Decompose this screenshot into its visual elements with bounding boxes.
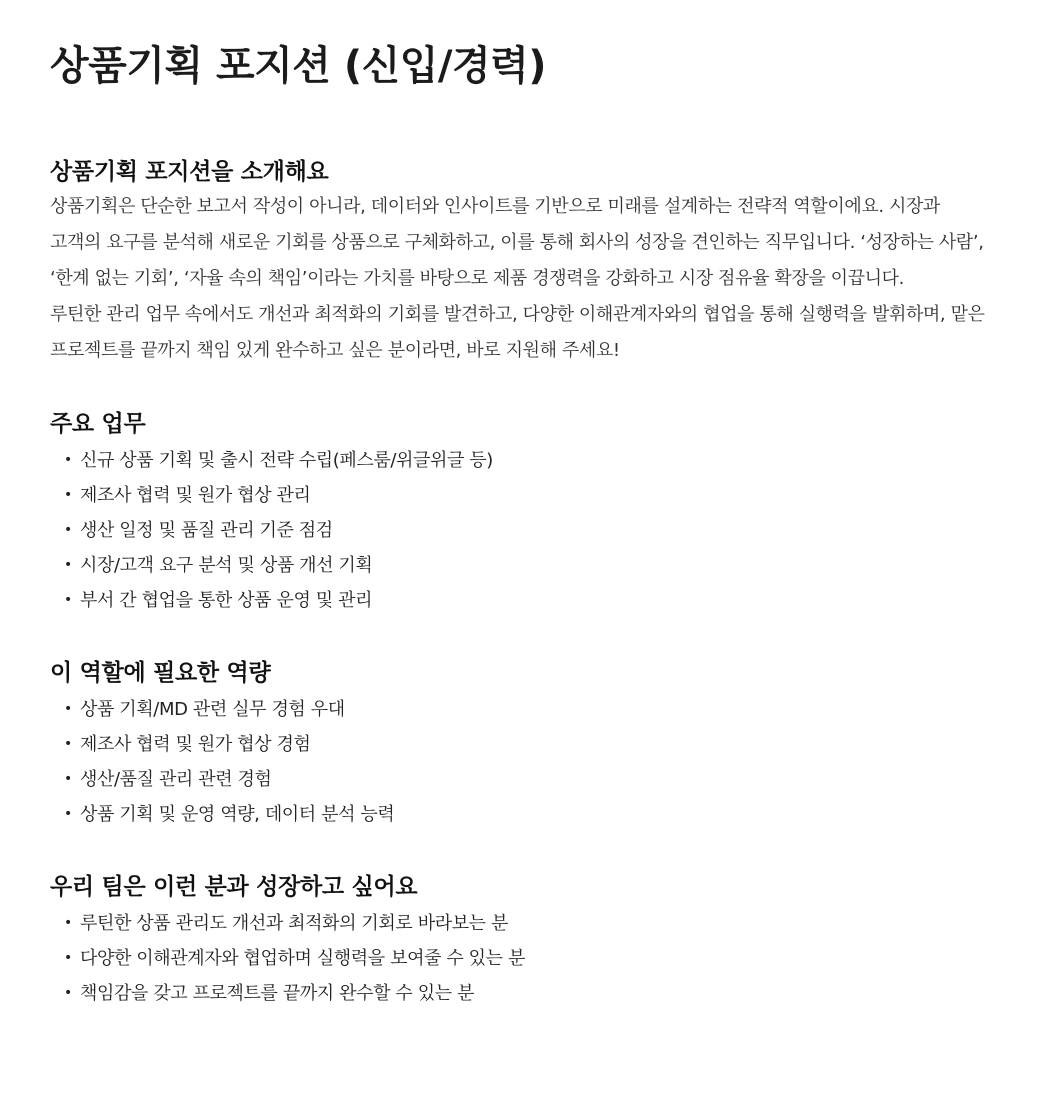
intro-paragraph-1: 상품기획은 단순한 보고서 작성이 아니라, 데이터와 인사이트를 기반으로 미래를 설계하는 전략적 역할이에요. 시장과 고객의 요구를 분석해 새로운 기회를 상품으로 구체화하고, 이를 통해 회사의 성장을 견인하는 직무입니다. ‘성장하는 사람’, ‘한계 없는 기회’, ‘자율 속의 책임’이라는 가치를 바탕으로 제품 경쟁력을 강화하고 시장 점유율 확장을 이끕니다. bbox=[50, 196, 984, 289]
bullet-icon: • bbox=[64, 806, 72, 822]
duties-heading: 주요 업무 bbox=[50, 411, 146, 437]
skills-heading: 이 역할에 필요한 역량 bbox=[50, 660, 271, 686]
team-list bbox=[50, 906, 991, 1011]
duties-section bbox=[50, 407, 991, 618]
list-item bbox=[50, 727, 991, 762]
team-heading: 우리 팀은 이런 분과 성장하고 싶어요 bbox=[50, 874, 418, 900]
bullet-icon: • bbox=[64, 950, 72, 966]
list-item-text: 루틴한 상품 관리도 개선과 최적화의 기회로 바라보는 분 bbox=[80, 913, 508, 934]
intro-section bbox=[50, 155, 991, 369]
list-item bbox=[50, 762, 991, 797]
bullet-icon: • bbox=[64, 915, 72, 931]
list-item bbox=[50, 443, 991, 478]
team-section bbox=[50, 870, 991, 1011]
list-item-text: 시장/고객 요구 분석 및 상품 개선 기획 bbox=[80, 555, 373, 576]
bullet-icon: • bbox=[64, 557, 72, 573]
bullet-icon: • bbox=[64, 487, 72, 503]
list-item-text: 부서 간 협업을 통한 상품 운영 및 관리 bbox=[80, 590, 373, 611]
list-item-text: 제조사 협력 및 원가 협상 관리 bbox=[80, 485, 311, 506]
duties-list bbox=[50, 443, 991, 618]
intro-paragraph-2: 루틴한 관리 업무 속에서도 개선과 최적화의 기회를 발견하고, 다양한 이해관계자와의 협업을 통해 실행력을 발휘하며, 맡은 프로젝트를 끝까지 책임 있게 완수하고 싶은 분이라면, 바로 지원해 주세요! bbox=[50, 304, 985, 361]
list-item bbox=[50, 692, 991, 727]
list-item-text: 신규 상품 기획 및 출시 전략 수립(페스룸/위글위글 등) bbox=[80, 450, 493, 471]
list-item-text: 상품 기획 및 운영 역량, 데이터 분석 능력 bbox=[80, 804, 395, 825]
bullet-icon: • bbox=[64, 701, 72, 717]
bullet-icon: • bbox=[64, 452, 72, 468]
list-item bbox=[50, 583, 991, 618]
list-item bbox=[50, 906, 991, 941]
list-item bbox=[50, 548, 991, 583]
bullet-icon: • bbox=[64, 736, 72, 752]
skills-list bbox=[50, 692, 991, 832]
list-item bbox=[50, 478, 991, 513]
list-item bbox=[50, 797, 991, 832]
list-item-text: 생산 일정 및 품질 관리 기준 점검 bbox=[80, 520, 333, 541]
bullet-icon: • bbox=[64, 985, 72, 1001]
list-item bbox=[50, 976, 991, 1011]
skills-section bbox=[50, 656, 991, 832]
bullet-icon: • bbox=[64, 771, 72, 787]
list-item-text: 생산/품질 관리 관련 경험 bbox=[80, 769, 272, 790]
page-title: 상품기획 포지션 (신입/경력) bbox=[50, 43, 547, 89]
intro-heading: 상품기획 포지션을 소개해요 bbox=[50, 159, 329, 185]
bullet-icon: • bbox=[64, 592, 72, 608]
list-item-text: 제조사 협력 및 원가 협상 경험 bbox=[80, 734, 311, 755]
list-item bbox=[50, 941, 991, 976]
list-item bbox=[50, 513, 991, 548]
list-item-text: 다양한 이해관계자와 협업하며 실행력을 보여줄 수 있는 분 bbox=[80, 948, 525, 969]
list-item-text: 책임감을 갖고 프로젝트를 끝까지 완수할 수 있는 분 bbox=[80, 983, 474, 1004]
list-item-text: 상품 기획/MD 관련 실무 경험 우대 bbox=[80, 699, 345, 720]
bullet-icon: • bbox=[64, 522, 72, 538]
